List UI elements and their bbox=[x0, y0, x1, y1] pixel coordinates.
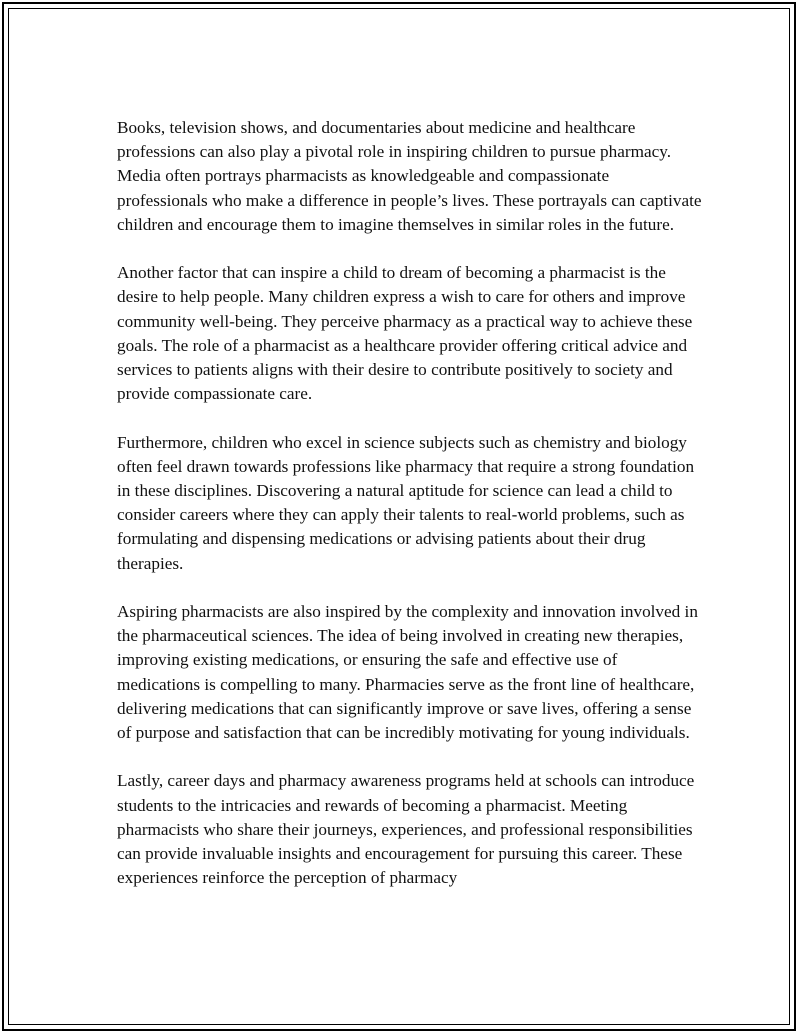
paragraph-innovation: Aspiring pharmacists are also inspired by the complexity and innovation involved in the pharmaceutical sciences. The idea of being involved in creating new therapies, improving existing medications, or ensuring the safe and effective use of medications is compelling to many. Pharmacies serve as the front line of healthcare, delivering medications that can significantly improve or save lives, offering a sense of purpose and satisfaction that can be incredibly motivating for young individuals. bbox=[117, 602, 698, 743]
paragraph-science-aptitude: Furthermore, children who excel in science subjects such as chemistry and biology often feel drawn towards professions like pharmacy that require a strong foundation in these disciplines. Discovering a natural aptitude for science can lead a child to consider careers where they can apply their talents to real-world problems, such as formulating and dispensing medications or advising patients about their drug therapies. bbox=[117, 432, 695, 573]
paragraph-career-days: Lastly, career days and pharmacy awareness programs held at schools can introduce students to the intricacies and rewards of becoming a pharmacist. Meeting pharmacists who share their journeys, experiences, and professional responsibilities can provide invaluable insights and encouragement for pursuing this career. These experiences reinforce the perception of pharmacy bbox=[117, 771, 695, 888]
paragraph-media-influence: Books, television shows, and documentaries about medicine and healthcare professions can also play a pivotal role in inspiring children to pursue pharmacy. Media often portrays pharmacists as knowledgeable and compassionate professionals who make a difference in people’s lives. These portrayals can captivate children and encourage them to imagine themselves in similar roles in the future. bbox=[117, 118, 702, 234]
paragraph-desire-to-help: Another factor that can inspire a child to dream of becoming a pharmacist is the desire to help people. Many children express a wish to care for others and improve community well-being. They perceive pharmacy as a practical way to achieve these goals. The role of a pharmacist as a healthcare provider offering critical advice and services to patients aligns with their desire to contribute positively to society and provide compassionate care. bbox=[117, 263, 693, 404]
document-page bbox=[2, 2, 796, 1031]
document-body bbox=[117, 116, 702, 915]
